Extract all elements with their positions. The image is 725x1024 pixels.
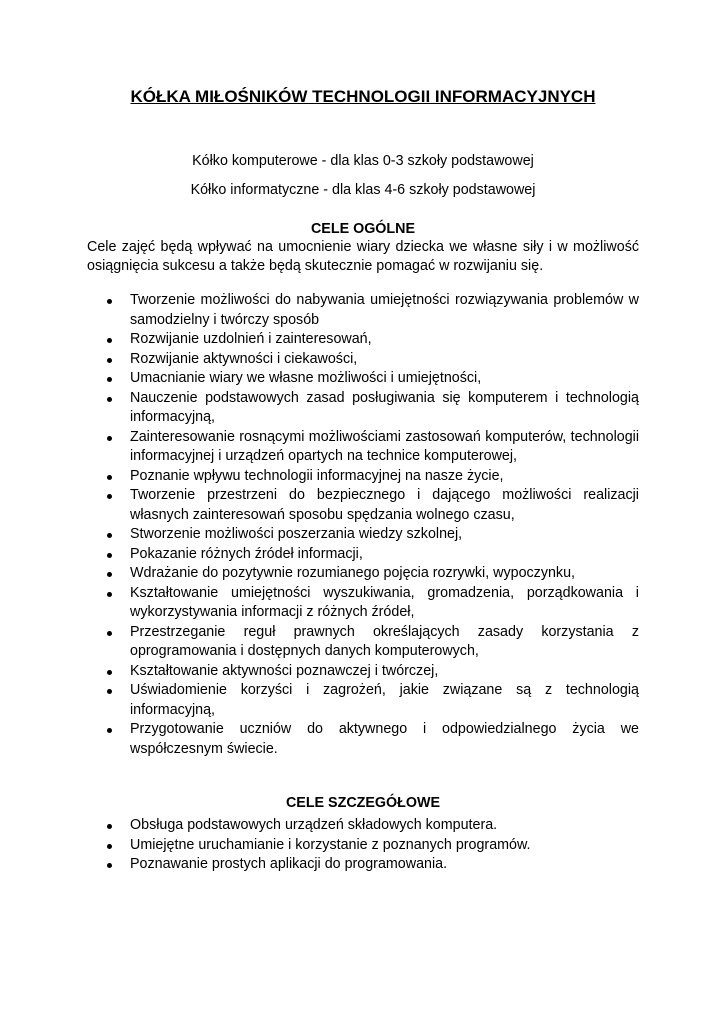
list-item-text: Poznanie wpływu technologii informacyjnej na nasze życie, bbox=[130, 467, 504, 484]
general-goals-intro: Cele zajęć będą wpływać na umocnienie wiary dziecka we własne siły i w możliwość osiągnięcia sukcesu a także będą skutecznie pomagać w rozwijaniu się. bbox=[87, 239, 639, 274]
list-item-text: Zainteresowanie rosnącymi możliwościami zastosowań komputerów, technologii informacyjnej i urządzeń opartych na technice komputerowej, bbox=[130, 428, 639, 464]
list-item bbox=[87, 525, 639, 545]
bullet-icon bbox=[107, 377, 112, 382]
subtitle-informatics-club: Kółko informatyczne - dla klas 4-6 szkoły podstawowej bbox=[190, 182, 536, 198]
bullet-icon bbox=[107, 299, 112, 304]
bullet-icon bbox=[107, 824, 112, 829]
list-item-text: Rozwijanie aktywności i ciekawości, bbox=[130, 350, 358, 367]
list-item-text: Stworzenie możliwości poszerzania wiedzy szkolnej, bbox=[130, 526, 463, 542]
bullet-icon bbox=[107, 592, 112, 597]
list-item-text: Przygotowanie uczniów do aktywnego i odpowiedzialnego życia we współczesnym świecie. bbox=[130, 721, 639, 757]
list-item bbox=[87, 681, 639, 720]
list-item bbox=[87, 369, 639, 389]
list-item bbox=[87, 816, 639, 836]
list-item bbox=[87, 291, 639, 330]
bullet-icon bbox=[107, 494, 112, 499]
bullet-icon bbox=[107, 533, 112, 538]
bullet-icon bbox=[107, 689, 112, 694]
list-item bbox=[87, 428, 639, 467]
list-item bbox=[87, 389, 639, 428]
bullet-icon bbox=[107, 631, 112, 636]
bullet-icon bbox=[107, 844, 112, 849]
list-item bbox=[87, 836, 639, 856]
list-item-text: Umacnianie wiary we własne możliwości i umiejętności, bbox=[130, 370, 482, 386]
bullet-icon bbox=[107, 553, 112, 558]
list-item-text: Umiejętne uruchamianie i korzystanie z poznanych programów. bbox=[130, 836, 531, 853]
list-item bbox=[87, 720, 639, 759]
list-item-text: Kształtowanie aktywności poznawczej i twórczej, bbox=[130, 662, 439, 679]
list-item-text: Pokazanie różnych źródeł informacji, bbox=[130, 545, 363, 562]
bullet-icon bbox=[107, 475, 112, 480]
bullet-icon bbox=[107, 572, 112, 577]
list-item bbox=[87, 350, 639, 370]
list-item bbox=[87, 545, 639, 565]
list-item bbox=[87, 855, 639, 875]
subtitle-computer-club: Kółko komputerowe - dla klas 0-3 szkoły podstawowej bbox=[192, 153, 534, 169]
specific-goals-list bbox=[87, 816, 639, 875]
list-item-text: Wdrażanie do pozytywnie rozumianego pojęcia rozrywki, wypoczynku, bbox=[130, 565, 575, 581]
list-item-text: Kształtowanie umiejętności wyszukiwania, gromadzenia, porządkowania i wykorzystywania informacji z różnych źródeł, bbox=[130, 584, 639, 620]
list-item bbox=[87, 467, 639, 487]
bullet-icon bbox=[107, 436, 112, 441]
bullet-icon bbox=[107, 358, 112, 363]
bullet-icon bbox=[107, 728, 112, 733]
list-item-text: Rozwijanie uzdolnień i zainteresowań, bbox=[130, 331, 372, 347]
list-item bbox=[87, 584, 639, 623]
list-item-text: Tworzenie możliwości do nabywania umiejętności rozwiązywania problemów w samodzielny i twórczy sposób bbox=[130, 292, 639, 328]
list-item bbox=[87, 486, 639, 525]
bullet-icon bbox=[107, 338, 112, 343]
list-item-text: Nauczenie podstawowych zasad posługiwania się komputerem i technologią informacyjną, bbox=[130, 389, 639, 425]
document-title: KÓŁKA MIŁOŚNIKÓW TECHNOLOGII INFORMACYJNYCH bbox=[130, 87, 596, 106]
list-item-text: Przestrzeganie reguł prawnych określających zasady korzystania z oprogramowania i dostępnych danych komputerowych, bbox=[130, 623, 639, 659]
list-item-text: Uświadomienie korzyści i zagrożeń, jakie związane są z technologią informacyjną, bbox=[130, 682, 639, 718]
list-item bbox=[87, 662, 639, 682]
list-item-text: Obsługa podstawowych urządzeń składowych komputera. bbox=[130, 817, 498, 833]
bullet-icon bbox=[107, 863, 112, 868]
bullet-icon bbox=[107, 397, 112, 402]
general-goals-list bbox=[87, 291, 639, 759]
list-item bbox=[87, 330, 639, 350]
list-item-text: Tworzenie przestrzeni do bezpiecznego i dającego możliwości realizacji własnych zainteresowań sposobu spędzania wolnego czasu, bbox=[130, 487, 639, 523]
list-item bbox=[87, 623, 639, 662]
list-item-text: Poznawanie prostych aplikacji do programowania. bbox=[130, 856, 448, 872]
list-item bbox=[87, 564, 639, 584]
general-goals-heading: CELE OGÓLNE bbox=[310, 221, 416, 237]
specific-goals-heading: CELE SZCZEGÓŁOWE bbox=[285, 795, 441, 811]
bullet-icon bbox=[107, 670, 112, 675]
